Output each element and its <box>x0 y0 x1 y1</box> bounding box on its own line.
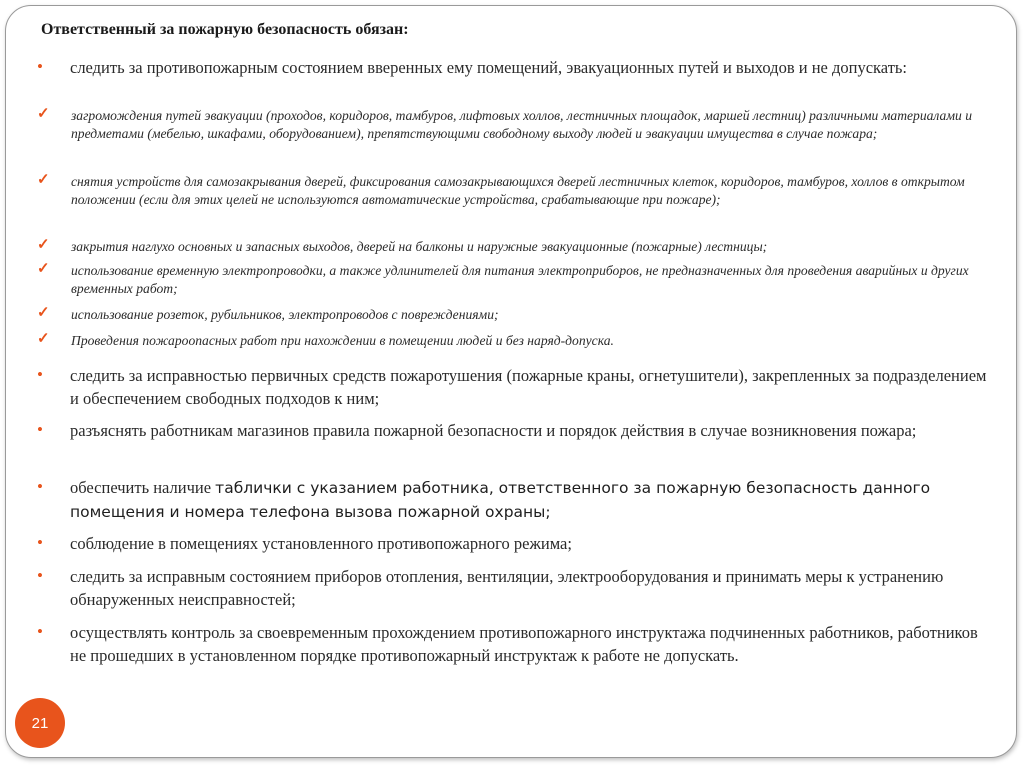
list-item-text: разъяснять работникам магазинов правила пожарной безопасности и порядок действия в случае возникновения пожара; <box>70 421 917 440</box>
list-item-text: использование розеток, рубильников, электропроводов с повреждениями; <box>71 307 499 322</box>
bullet-icon: • <box>37 566 43 585</box>
list-item-text-regular: обеспечить наличие <box>70 478 216 497</box>
list-item-text <box>70 476 990 524</box>
bullet-icon: • <box>37 420 43 439</box>
page-number-badge: 21 <box>15 698 65 748</box>
list-item-text: Проведения пожароопасных работ при нахождении в помещении людей и без наряд-допуска. <box>71 333 614 348</box>
checkmark-icon: ✓ <box>37 237 50 253</box>
list-item-text: закрытия наглухо основных и запасных выходов, дверей на балконы и наружные эвакуационные (пожарные) лестницы; <box>71 239 768 254</box>
list-item-text-emphasis: таблички с указанием работника, ответственного за пожарную безопасность данного помещения и номера телефона вызова пожарной охраны; <box>70 479 931 521</box>
bullet-icon: • <box>37 365 43 384</box>
bullet-icon: • <box>37 622 43 641</box>
checkmark-icon: ✓ <box>37 261 50 277</box>
bullet-icon: • <box>37 57 43 76</box>
list-item-text: осуществлять контроль за своевременным прохождением противопожарного инструктажа подчиненных работников, работников не прошедших в установленном порядке противопожарный инструктаж к работе не допускать. <box>70 623 978 665</box>
slide-heading: Ответственный за пожарную безопасность обязан: <box>41 21 409 38</box>
checkmark-icon: ✓ <box>37 172 50 188</box>
checkmark-icon: ✓ <box>37 305 50 321</box>
checkmark-icon: ✓ <box>37 331 50 347</box>
list-item-text: снятия устройств для самозакрывания дверей, фиксирования самозакрывающихся дверей лестничных клеток, коридоров, тамбуров, холлов в открытом положении (если для этих целей не используются автоматические устройства, срабатывающие при пожаре); <box>71 174 965 207</box>
list-item-text: соблюдение в помещениях установленного противопожарного режима; <box>70 534 572 553</box>
bullet-icon: • <box>37 477 43 496</box>
list-item-text: следить за противопожарным состоянием вверенных ему помещений, эвакуационных путей и выходов и не допускать: <box>70 58 908 77</box>
list-item-text: загромождения путей эвакуации (проходов, коридоров, тамбуров, лифтовых холлов, лестничных площадок, маршей лестниц) различными материалами и предметами (мебелью, шкафами, оборудованием), препятствующими свободному выходу людей и эвакуации имущества в случае пожара; <box>71 108 972 141</box>
bullet-icon: • <box>37 533 43 552</box>
list-item-text: использование временную электропроводки, а также удлинителей для питания электроприборов, не предназначенных для проведения аварийных и других временных работ; <box>71 263 969 296</box>
checkmark-icon: ✓ <box>37 106 50 122</box>
list-item-text: следить за исправным состоянием приборов отопления, вентиляции, электрооборудования и принимать меры к устранению обнаруженных неисправностей; <box>70 567 944 609</box>
list-item-text: следить за исправностью первичных средств пожаротушения (пожарные краны, огнетушители), закрепленных за подразделением и обеспечением свободных подходов к ним; <box>70 366 987 408</box>
